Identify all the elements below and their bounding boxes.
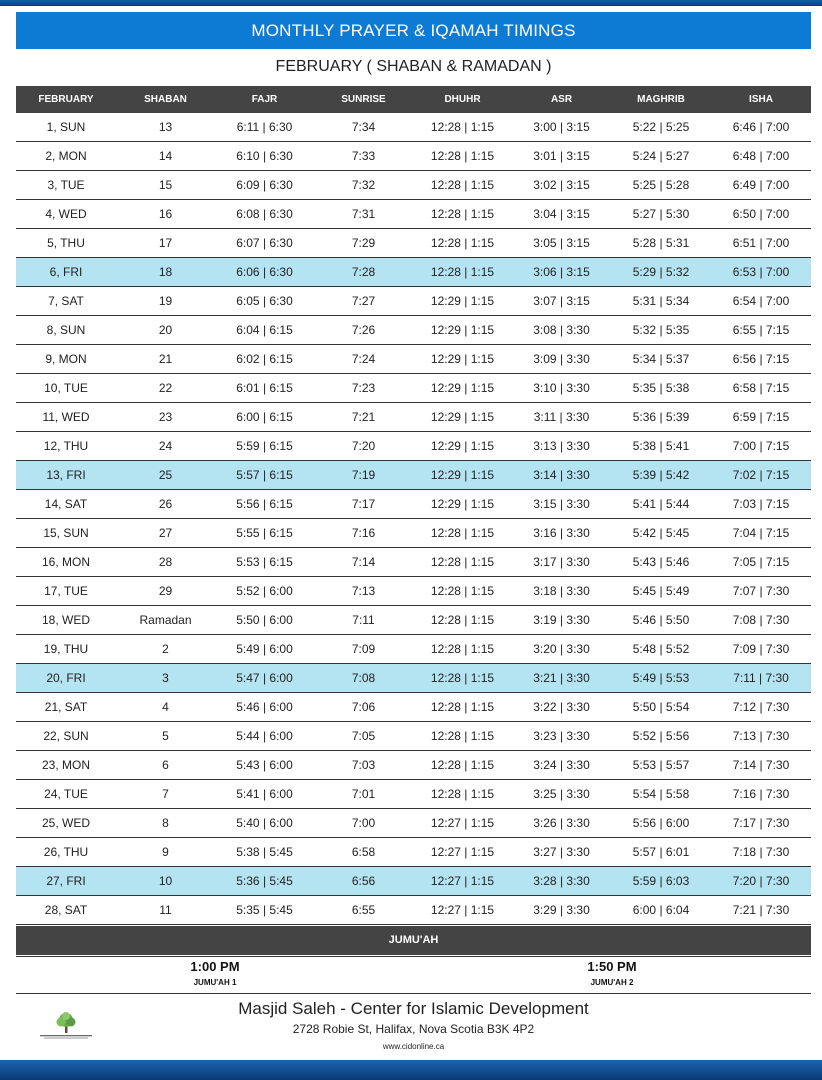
cell-hijri: 5 [116, 722, 215, 751]
cell-fajr: 5:35 | 5:45 [215, 896, 314, 925]
top-border-strip [0, 0, 822, 6]
cell-isha: 6:46 | 7:00 [711, 113, 811, 142]
cell-maghrib: 5:54 | 5:58 [611, 780, 711, 809]
table-row [16, 229, 811, 258]
cell-sunrise: 7:17 [314, 490, 413, 519]
cell-asr: 3:19 | 3:30 [512, 606, 611, 635]
cell-maghrib: 5:39 | 5:42 [611, 461, 711, 490]
cell-maghrib: 5:22 | 5:25 [611, 113, 711, 142]
column-header-fajr: FAJR [215, 86, 314, 113]
cell-sunrise: 7:09 [314, 635, 413, 664]
cell-asr: 3:29 | 3:30 [512, 896, 611, 925]
cell-sunrise: 7:14 [314, 548, 413, 577]
jumuah-2-time: 1:50 PM [587, 959, 637, 974]
cell-asr: 3:15 | 3:30 [512, 490, 611, 519]
table-row [16, 722, 811, 751]
table-row [16, 664, 811, 693]
cell-maghrib: 5:42 | 5:45 [611, 519, 711, 548]
cell-dhuhr: 12:29 | 1:15 [413, 287, 512, 316]
cell-maghrib: 6:00 | 6:04 [611, 896, 711, 925]
column-header-sunrise: SUNRISE [314, 86, 413, 113]
cell-asr: 3:17 | 3:30 [512, 548, 611, 577]
cell-asr: 3:28 | 3:30 [512, 867, 611, 896]
cell-maghrib: 5:46 | 5:50 [611, 606, 711, 635]
cell-dhuhr: 12:28 | 1:15 [413, 577, 512, 606]
cell-isha: 7:18 | 7:30 [711, 838, 811, 867]
cell-isha: 7:14 | 7:30 [711, 751, 811, 780]
cell-hijri: 3 [116, 664, 215, 693]
organization-address: 2728 Robie St, Halifax, Nova Scotia B3K 4P2 [292, 1022, 535, 1036]
cell-date: 8, SUN [16, 316, 116, 345]
cell-maghrib: 5:32 | 5:35 [611, 316, 711, 345]
cell-isha: 7:00 | 7:15 [711, 432, 811, 461]
table-row [16, 635, 811, 664]
cell-sunrise: 7:29 [314, 229, 413, 258]
jumuah-1-label: JUMU'AH 1 [193, 978, 237, 987]
cell-date: 4, WED [16, 200, 116, 229]
table-body [16, 113, 811, 925]
cell-dhuhr: 12:28 | 1:15 [413, 171, 512, 200]
cell-asr: 3:26 | 3:30 [512, 809, 611, 838]
cell-asr: 3:11 | 3:30 [512, 403, 611, 432]
table-row [16, 461, 811, 490]
cell-isha: 6:48 | 7:00 [711, 142, 811, 171]
cell-dhuhr: 12:29 | 1:15 [413, 490, 512, 519]
cell-dhuhr: 12:28 | 1:15 [413, 635, 512, 664]
cell-hijri: 20 [116, 316, 215, 345]
cell-sunrise: 7:20 [314, 432, 413, 461]
cell-date: 12, THU [16, 432, 116, 461]
cell-sunrise: 7:26 [314, 316, 413, 345]
cell-hijri: 11 [116, 896, 215, 925]
cell-fajr: 5:47 | 6:00 [215, 664, 314, 693]
table-row [16, 287, 811, 316]
cell-isha: 7:08 | 7:30 [711, 606, 811, 635]
cell-fajr: 5:52 | 6:00 [215, 577, 314, 606]
cell-isha: 6:55 | 7:15 [711, 316, 811, 345]
cell-hijri: 27 [116, 519, 215, 548]
cell-isha: 7:13 | 7:30 [711, 722, 811, 751]
table-row [16, 432, 811, 461]
cell-dhuhr: 12:28 | 1:15 [413, 229, 512, 258]
table-row [16, 606, 811, 635]
table-row [16, 374, 811, 403]
table-row [16, 142, 811, 171]
cell-maghrib: 5:38 | 5:41 [611, 432, 711, 461]
cell-sunrise: 7:34 [314, 113, 413, 142]
table-row [16, 751, 811, 780]
cell-sunrise: 7:01 [314, 780, 413, 809]
cell-sunrise: 7:33 [314, 142, 413, 171]
cell-date: 28, SAT [16, 896, 116, 925]
cell-date: 11, WED [16, 403, 116, 432]
cell-hijri: 4 [116, 693, 215, 722]
cell-asr: 3:22 | 3:30 [512, 693, 611, 722]
cell-dhuhr: 12:28 | 1:15 [413, 606, 512, 635]
cell-hijri: 8 [116, 809, 215, 838]
cell-dhuhr: 12:28 | 1:15 [413, 751, 512, 780]
cell-fajr: 5:53 | 6:15 [215, 548, 314, 577]
cell-maghrib: 5:28 | 5:31 [611, 229, 711, 258]
prayer-timetable [16, 86, 811, 925]
cell-asr: 3:04 | 3:15 [512, 200, 611, 229]
cell-asr: 3:20 | 3:30 [512, 635, 611, 664]
cell-sunrise: 6:55 [314, 896, 413, 925]
cell-isha: 7:21 | 7:30 [711, 896, 811, 925]
cell-asr: 3:27 | 3:30 [512, 838, 611, 867]
cell-fajr: 5:41 | 6:00 [215, 780, 314, 809]
cell-maghrib: 5:24 | 5:27 [611, 142, 711, 171]
cell-asr: 3:21 | 3:30 [512, 664, 611, 693]
divider [16, 956, 811, 957]
cell-dhuhr: 12:29 | 1:15 [413, 432, 512, 461]
column-header-dhuhr: DHUHR [413, 86, 512, 113]
cell-fajr: 6:06 | 6:30 [215, 258, 314, 287]
cell-dhuhr: 12:28 | 1:15 [413, 142, 512, 171]
cell-isha: 6:59 | 7:15 [711, 403, 811, 432]
cell-hijri: 23 [116, 403, 215, 432]
cell-sunrise: 6:56 [314, 867, 413, 896]
cell-date: 24, TUE [16, 780, 116, 809]
cell-sunrise: 7:00 [314, 809, 413, 838]
table-row [16, 838, 811, 867]
cell-dhuhr: 12:27 | 1:15 [413, 896, 512, 925]
cell-sunrise: 7:24 [314, 345, 413, 374]
organization-name: Masjid Saleh - Center for Islamic Development [238, 999, 589, 1018]
cell-hijri: 14 [116, 142, 215, 171]
cell-isha: 7:11 | 7:30 [711, 664, 811, 693]
cell-isha: 7:12 | 7:30 [711, 693, 811, 722]
cell-hijri: 28 [116, 548, 215, 577]
cell-asr: 3:06 | 3:15 [512, 258, 611, 287]
cell-asr: 3:25 | 3:30 [512, 780, 611, 809]
table-row [16, 113, 811, 142]
cell-date: 27, FRI [16, 867, 116, 896]
cell-hijri: 6 [116, 751, 215, 780]
cell-isha: 7:20 | 7:30 [711, 867, 811, 896]
cell-date: 3, TUE [16, 171, 116, 200]
cell-date: 21, SAT [16, 693, 116, 722]
cell-date: 16, MON [16, 548, 116, 577]
cell-sunrise: 7:05 [314, 722, 413, 751]
cell-date: 7, SAT [16, 287, 116, 316]
cell-maghrib: 5:27 | 5:30 [611, 200, 711, 229]
cell-fajr: 5:50 | 6:00 [215, 606, 314, 635]
cell-sunrise: 6:58 [314, 838, 413, 867]
cell-maghrib: 5:31 | 5:34 [611, 287, 711, 316]
page-title: MONTHLY PRAYER & IQAMAH TIMINGS [16, 12, 811, 49]
cell-hijri: 24 [116, 432, 215, 461]
cell-sunrise: 7:16 [314, 519, 413, 548]
cell-isha: 6:58 | 7:15 [711, 374, 811, 403]
cell-date: 13, FRI [16, 461, 116, 490]
cell-asr: 3:07 | 3:15 [512, 287, 611, 316]
cell-date: 19, THU [16, 635, 116, 664]
cell-fajr: 6:05 | 6:30 [215, 287, 314, 316]
cell-asr: 3:00 | 3:15 [512, 113, 611, 142]
cell-sunrise: 7:06 [314, 693, 413, 722]
cell-dhuhr: 12:29 | 1:15 [413, 403, 512, 432]
cell-maghrib: 5:41 | 5:44 [611, 490, 711, 519]
table-row [16, 577, 811, 606]
cell-dhuhr: 12:28 | 1:15 [413, 664, 512, 693]
cell-hijri: 15 [116, 171, 215, 200]
cell-sunrise: 7:13 [314, 577, 413, 606]
column-header-hijri: SHABAN [116, 86, 215, 113]
cell-maghrib: 5:50 | 5:54 [611, 693, 711, 722]
jumuah-1-time: 1:00 PM [190, 959, 240, 974]
cell-maghrib: 5:45 | 5:49 [611, 577, 711, 606]
cell-hijri: 25 [116, 461, 215, 490]
cell-hijri: 7 [116, 780, 215, 809]
table-row [16, 548, 811, 577]
cell-maghrib: 5:56 | 6:00 [611, 809, 711, 838]
cell-maghrib: 5:59 | 6:03 [611, 867, 711, 896]
cell-hijri: 9 [116, 838, 215, 867]
cell-asr: 3:14 | 3:30 [512, 461, 611, 490]
cell-asr: 3:05 | 3:15 [512, 229, 611, 258]
cell-dhuhr: 12:28 | 1:15 [413, 200, 512, 229]
cell-sunrise: 7:03 [314, 751, 413, 780]
cell-isha: 7:05 | 7:15 [711, 548, 811, 577]
cell-date: 26, THU [16, 838, 116, 867]
cell-date: 15, SUN [16, 519, 116, 548]
cell-hijri: 22 [116, 374, 215, 403]
cell-hijri: 17 [116, 229, 215, 258]
cell-sunrise: 7:11 [314, 606, 413, 635]
cell-sunrise: 7:27 [314, 287, 413, 316]
cell-fajr: 6:09 | 6:30 [215, 171, 314, 200]
column-header-date: FEBRUARY [16, 86, 116, 113]
cell-dhuhr: 12:27 | 1:15 [413, 838, 512, 867]
cell-maghrib: 5:57 | 6:01 [611, 838, 711, 867]
cell-dhuhr: 12:29 | 1:15 [413, 374, 512, 403]
cell-dhuhr: 12:29 | 1:15 [413, 461, 512, 490]
cell-fajr: 5:56 | 6:15 [215, 490, 314, 519]
cell-asr: 3:02 | 3:15 [512, 171, 611, 200]
cell-fajr: 5:57 | 6:15 [215, 461, 314, 490]
cell-sunrise: 7:19 [314, 461, 413, 490]
cell-date: 25, WED [16, 809, 116, 838]
cell-isha: 7:09 | 7:30 [711, 635, 811, 664]
column-header-maghrib: MAGHRIB [611, 86, 711, 113]
table-row [16, 171, 811, 200]
cell-asr: 3:10 | 3:30 [512, 374, 611, 403]
table-row [16, 867, 811, 896]
cell-dhuhr: 12:27 | 1:15 [413, 809, 512, 838]
table-row [16, 490, 811, 519]
website-link[interactable]: www.cidonline.ca [382, 1042, 445, 1051]
cell-fajr: 6:07 | 6:30 [215, 229, 314, 258]
cell-dhuhr: 12:27 | 1:15 [413, 867, 512, 896]
cell-asr: 3:01 | 3:15 [512, 142, 611, 171]
cell-fajr: 5:40 | 6:00 [215, 809, 314, 838]
cell-maghrib: 5:25 | 5:28 [611, 171, 711, 200]
table-row [16, 200, 811, 229]
cell-dhuhr: 12:28 | 1:15 [413, 722, 512, 751]
cell-asr: 3:23 | 3:30 [512, 722, 611, 751]
cell-isha: 7:03 | 7:15 [711, 490, 811, 519]
cell-isha: 7:02 | 7:15 [711, 461, 811, 490]
cell-date: 1, SUN [16, 113, 116, 142]
cell-dhuhr: 12:29 | 1:15 [413, 345, 512, 374]
cell-maghrib: 5:29 | 5:32 [611, 258, 711, 287]
cell-fajr: 5:36 | 5:45 [215, 867, 314, 896]
cell-fajr: 6:08 | 6:30 [215, 200, 314, 229]
cell-maghrib: 5:35 | 5:38 [611, 374, 711, 403]
cell-fajr: 6:11 | 6:30 [215, 113, 314, 142]
column-header-isha: ISHA [711, 86, 811, 113]
cell-dhuhr: 12:28 | 1:15 [413, 113, 512, 142]
cell-isha: 6:50 | 7:00 [711, 200, 811, 229]
cell-isha: 7:04 | 7:15 [711, 519, 811, 548]
cell-fajr: 5:46 | 6:00 [215, 693, 314, 722]
cell-hijri: 16 [116, 200, 215, 229]
cell-fajr: 6:02 | 6:15 [215, 345, 314, 374]
cell-hijri: 2 [116, 635, 215, 664]
cell-maghrib: 5:43 | 5:46 [611, 548, 711, 577]
table-header-row [16, 86, 811, 113]
cell-fajr: 6:10 | 6:30 [215, 142, 314, 171]
jumuah-slot-2 [512, 958, 712, 987]
cell-isha: 6:51 | 7:00 [711, 229, 811, 258]
cell-date: 10, TUE [16, 374, 116, 403]
cell-hijri: Ramadan [116, 606, 215, 635]
cell-sunrise: 7:31 [314, 200, 413, 229]
cell-fajr: 5:43 | 6:00 [215, 751, 314, 780]
table-row [16, 896, 811, 925]
cell-date: 6, FRI [16, 258, 116, 287]
cell-fajr: 6:04 | 6:15 [215, 316, 314, 345]
table-row [16, 403, 811, 432]
bottom-border-strip [0, 1060, 822, 1080]
cell-date: 20, FRI [16, 664, 116, 693]
cell-asr: 3:09 | 3:30 [512, 345, 611, 374]
divider [16, 993, 811, 994]
cell-isha: 7:17 | 7:30 [711, 809, 811, 838]
cell-fajr: 5:55 | 6:15 [215, 519, 314, 548]
table-row [16, 316, 811, 345]
cell-hijri: 26 [116, 490, 215, 519]
cell-asr: 3:16 | 3:30 [512, 519, 611, 548]
column-header-asr: ASR [512, 86, 611, 113]
table-row [16, 809, 811, 838]
cell-sunrise: 7:32 [314, 171, 413, 200]
jumuah-slot-1 [115, 958, 315, 987]
table-row [16, 258, 811, 287]
cell-date: 17, TUE [16, 577, 116, 606]
cell-date: 14, SAT [16, 490, 116, 519]
cell-hijri: 18 [116, 258, 215, 287]
cell-hijri: 13 [116, 113, 215, 142]
cell-maghrib: 5:52 | 5:56 [611, 722, 711, 751]
cell-date: 2, MON [16, 142, 116, 171]
cell-isha: 7:07 | 7:30 [711, 577, 811, 606]
cell-fajr: 6:01 | 6:15 [215, 374, 314, 403]
cell-fajr: 5:59 | 6:15 [215, 432, 314, 461]
cell-maghrib: 5:49 | 5:53 [611, 664, 711, 693]
cell-dhuhr: 12:28 | 1:15 [413, 519, 512, 548]
table-row [16, 519, 811, 548]
cell-maghrib: 5:34 | 5:37 [611, 345, 711, 374]
cell-dhuhr: 12:28 | 1:15 [413, 693, 512, 722]
month-subtitle: FEBRUARY ( SHABAN & RAMADAN ) [275, 58, 552, 75]
cell-asr: 3:13 | 3:30 [512, 432, 611, 461]
cell-fajr: 6:00 | 6:15 [215, 403, 314, 432]
cell-dhuhr: 12:28 | 1:15 [413, 258, 512, 287]
cell-date: 23, MON [16, 751, 116, 780]
cell-maghrib: 5:48 | 5:52 [611, 635, 711, 664]
cell-asr: 3:18 | 3:30 [512, 577, 611, 606]
cell-isha: 6:54 | 7:00 [711, 287, 811, 316]
cell-date: 5, THU [16, 229, 116, 258]
cell-maghrib: 5:36 | 5:39 [611, 403, 711, 432]
cell-sunrise: 7:08 [314, 664, 413, 693]
cell-hijri: 19 [116, 287, 215, 316]
cell-sunrise: 7:23 [314, 374, 413, 403]
cell-asr: 3:24 | 3:30 [512, 751, 611, 780]
cell-dhuhr: 12:28 | 1:15 [413, 780, 512, 809]
jumuah-header: JUMU'AH [16, 926, 811, 955]
cell-fajr: 5:49 | 6:00 [215, 635, 314, 664]
cell-asr: 3:08 | 3:30 [512, 316, 611, 345]
cell-date: 18, WED [16, 606, 116, 635]
cell-hijri: 29 [116, 577, 215, 606]
cell-isha: 6:53 | 7:00 [711, 258, 811, 287]
table-row [16, 693, 811, 722]
cell-date: 22, SUN [16, 722, 116, 751]
cell-dhuhr: 12:28 | 1:15 [413, 548, 512, 577]
table-row [16, 780, 811, 809]
cell-sunrise: 7:21 [314, 403, 413, 432]
cell-isha: 6:49 | 7:00 [711, 171, 811, 200]
cell-date: 9, MON [16, 345, 116, 374]
cell-hijri: 10 [116, 867, 215, 896]
cell-maghrib: 5:53 | 5:57 [611, 751, 711, 780]
table-row [16, 345, 811, 374]
cell-isha: 7:16 | 7:30 [711, 780, 811, 809]
jumuah-2-label: JUMU'AH 2 [590, 978, 634, 987]
cell-fajr: 5:38 | 5:45 [215, 838, 314, 867]
cell-isha: 6:56 | 7:15 [711, 345, 811, 374]
cell-hijri: 21 [116, 345, 215, 374]
cell-fajr: 5:44 | 6:00 [215, 722, 314, 751]
cell-dhuhr: 12:29 | 1:15 [413, 316, 512, 345]
cell-sunrise: 7:28 [314, 258, 413, 287]
